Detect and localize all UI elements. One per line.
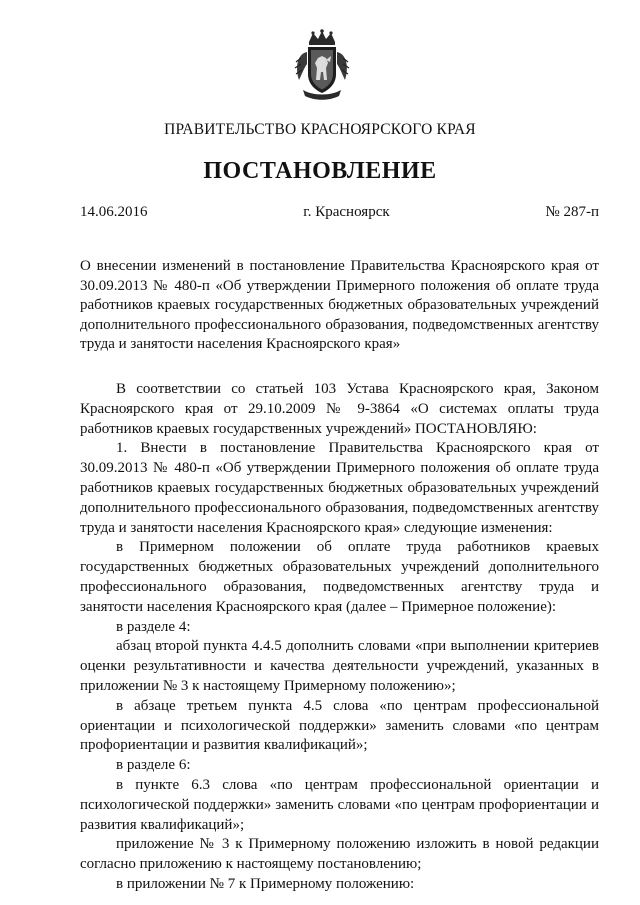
body-paragraph: в пункте 6.3 слова «по центрам профессиональной ориентации и психологической поддержки» заменить словами «по центрам профориентации и развития квалификаций»; bbox=[80, 776, 599, 833]
document-number: № 287-п bbox=[545, 204, 599, 220]
document-date: 14.06.2016 bbox=[80, 204, 148, 220]
government-title: ПРАВИТЕЛЬСТВО КРАСНОЯРСКОГО КРАЯ bbox=[164, 121, 476, 138]
body-paragraph: в приложении № 7 к Примерному положению: bbox=[116, 875, 415, 892]
document-city: г. Красноярск bbox=[303, 204, 390, 220]
body-paragraph: приложение № 3 к Примерному положению изложить в новой редакции согласно приложению к настоящему постановлению; bbox=[80, 836, 599, 873]
document-meta bbox=[80, 204, 599, 221]
body-paragraph: в Примерном положении об оплате труда работников краевых государственных бюджетных образовательных учреждений дополнительного профессионального образования, подведомственных агентству труда и занятости населения Красноярского края (далее – Примерное положение): bbox=[80, 539, 599, 615]
body-paragraph: В соответствии со статьей 103 Устава Красноярского края, Законом Красноярского края от 29.10.2009 № 9-3864 «О системах оплаты труда работников краевых государственных учреждений» ПОСТАНОВЛЯЮ: bbox=[80, 381, 599, 437]
body-paragraph: в разделе 4: bbox=[116, 618, 191, 635]
body-paragraph: абзац второй пункта 4.4.5 дополнить словами «при выполнении критериев оценки результативности и качества деятельности учреждений, указанных в приложении № 3 к настоящему Примерному положению»; bbox=[80, 638, 599, 694]
body-paragraph: в разделе 6: bbox=[116, 757, 191, 774]
document-body bbox=[80, 380, 599, 895]
body-paragraph: в абзаце третьем пункта 4.5 слова «по центрам профессиональной ориентации и психологической поддержки» заменить словами «по центрам профориентации и развития квалификаций»; bbox=[80, 697, 599, 754]
document-type-heading: ПОСТАНОВЛЕНИЕ bbox=[203, 158, 437, 184]
coat-of-arms-icon bbox=[293, 28, 351, 102]
body-paragraph: 1. Внести в постановление Правительства Красноярского края от 30.09.2013 № 480-п «Об утверждении Примерного положения об оплате труда работников краевых государственных бюджетных образовательных учреждений дополнительного профессионального образования, подведомственных агентству труда и занятости населения Красноярского края» следующие изменения: bbox=[80, 440, 599, 536]
document-subject: О внесении изменений в постановление Правительства Красноярского края от 30.09.2013 № 480-п «Об утверждении Примерного положения об оплате труда работников краевых государственных бюджетных образовательных учреждений дополнительного профессионального образования, подведомственных агентству труда и занятости населения Красноярского края» bbox=[80, 258, 599, 352]
